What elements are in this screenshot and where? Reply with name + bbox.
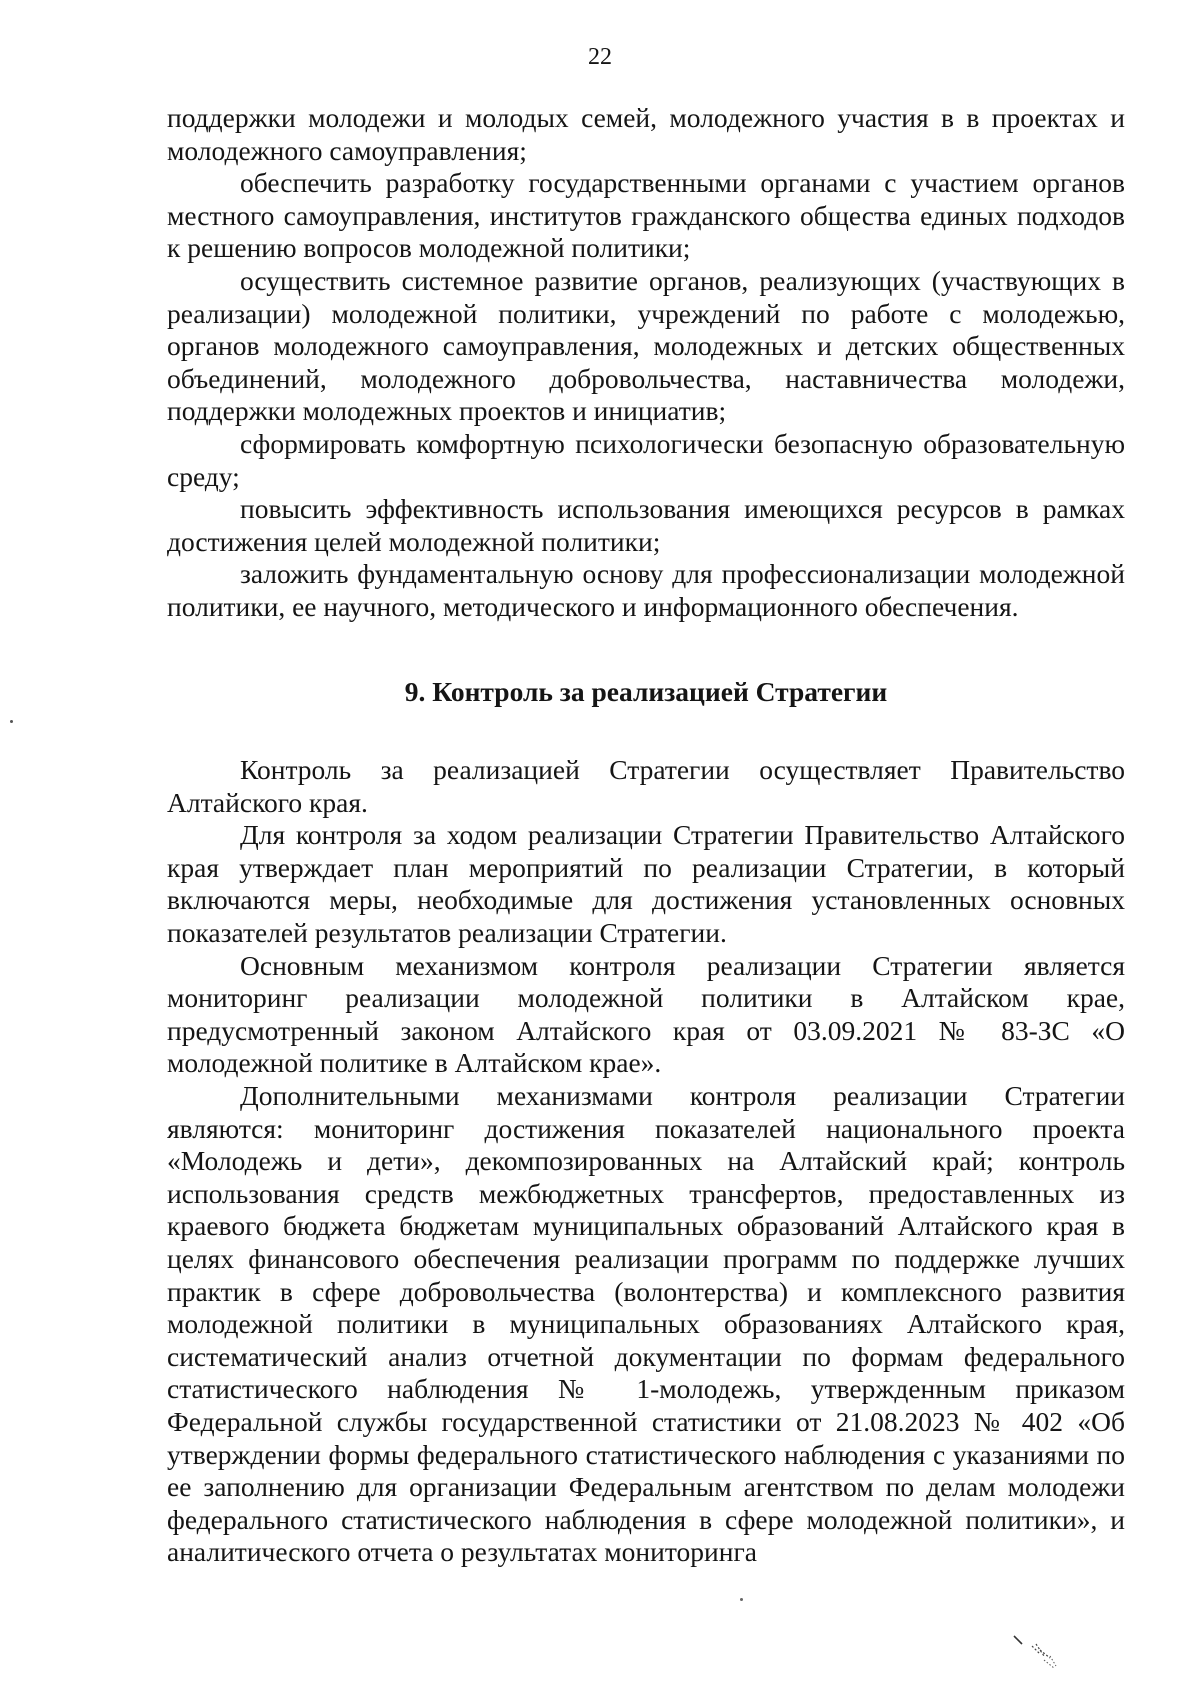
paragraph-group-after (167, 754, 1125, 1569)
document-body (167, 102, 1125, 1569)
page-number: 22 (588, 44, 612, 70)
paragraph: обеспечить разработку государственными органами с участием органов местного самоуправления, институтов гражданского общества единых подходов к решению вопросов молодежной политики; (167, 167, 1125, 264)
section-heading: 9. Контроль за реализацией Стратегии (404, 675, 888, 707)
paragraph: поддержки молодежи и молодых семей, молодежного участия в в проектах и молодежного самоуправления; (167, 102, 1125, 166)
scan-artifact-mark (1010, 1632, 1080, 1672)
paragraph: Основным механизмом контроля реализации Стратегии является мониторинг реализации молодежной политики в Алтайском крае, предусмотренный законом Алтайского края от 03.09.2021 № 83-ЗС «О молодежной политике в Алтайском крае». (167, 949, 1125, 1079)
scan-speck (740, 1598, 743, 1601)
paragraph: заложить фундаментальную основу для профессионализации молодежной политики, ее научного, методического и информационного обеспечения. (167, 558, 1125, 622)
paragraph: осуществить системное развитие органов, реализующих (участвующих в реализации) молодежной политики, учреждений по работе с молодежью, органов молодежного самоуправления, молодежных и детских общественных объединений, молодежного добровольчества, наставничества молодежи, поддержки молодежных проектов и инициатив; (167, 264, 1125, 427)
paragraph-group-before (167, 102, 1125, 624)
paragraph: Контроль за реализацией Стратегии осуществляет Правительство Алтайского края. (167, 754, 1125, 818)
scan-speck (10, 720, 13, 723)
paragraph: сформировать комфортную психологически безопасную образовательную среду; (167, 427, 1125, 492)
paragraph: Дополнительными механизмами контроля реализации Стратегии являются: мониторинг достижения показателей национального проекта «Молодежь и дети», декомпозированных на Алтайский край; контроль использования средств межбюджетных трансфертов, предоставленных из краевого бюджета бюджетам муниципальных образований Алтайского края в целях финансового обеспечения реализации программ по поддержке лучших практик в сфере добровольчества (волонтерства) и комплексного развития молодежной политики в муниципальных образованиях Алтайского края, систематический анализ отчетной документации по формам федерального статистического наблюдения № 1-молодежь, утвержденным приказом Федеральной службы государственной статистики от 21.08.2023 № 402 «Об утверждении формы федерального статистического наблюдения с указаниями по ее заполнению для организации Федеральным агентством по делам молодежи федерального статистического наблюдения в сфере молодежной политики», и аналитического отчета о результатах мониторинга (167, 1080, 1125, 1568)
paragraph: Для контроля за ходом реализации Стратегии Правительство Алтайского края утверждает план мероприятий по реализации Стратегии, в который включаются меры, необходимые для достижения установленных основных показателей результатов реализации Стратегии. (167, 819, 1125, 949)
paragraph: повысить эффективность использования имеющихся ресурсов в рамках достижения целей молодежной политики; (167, 493, 1125, 557)
